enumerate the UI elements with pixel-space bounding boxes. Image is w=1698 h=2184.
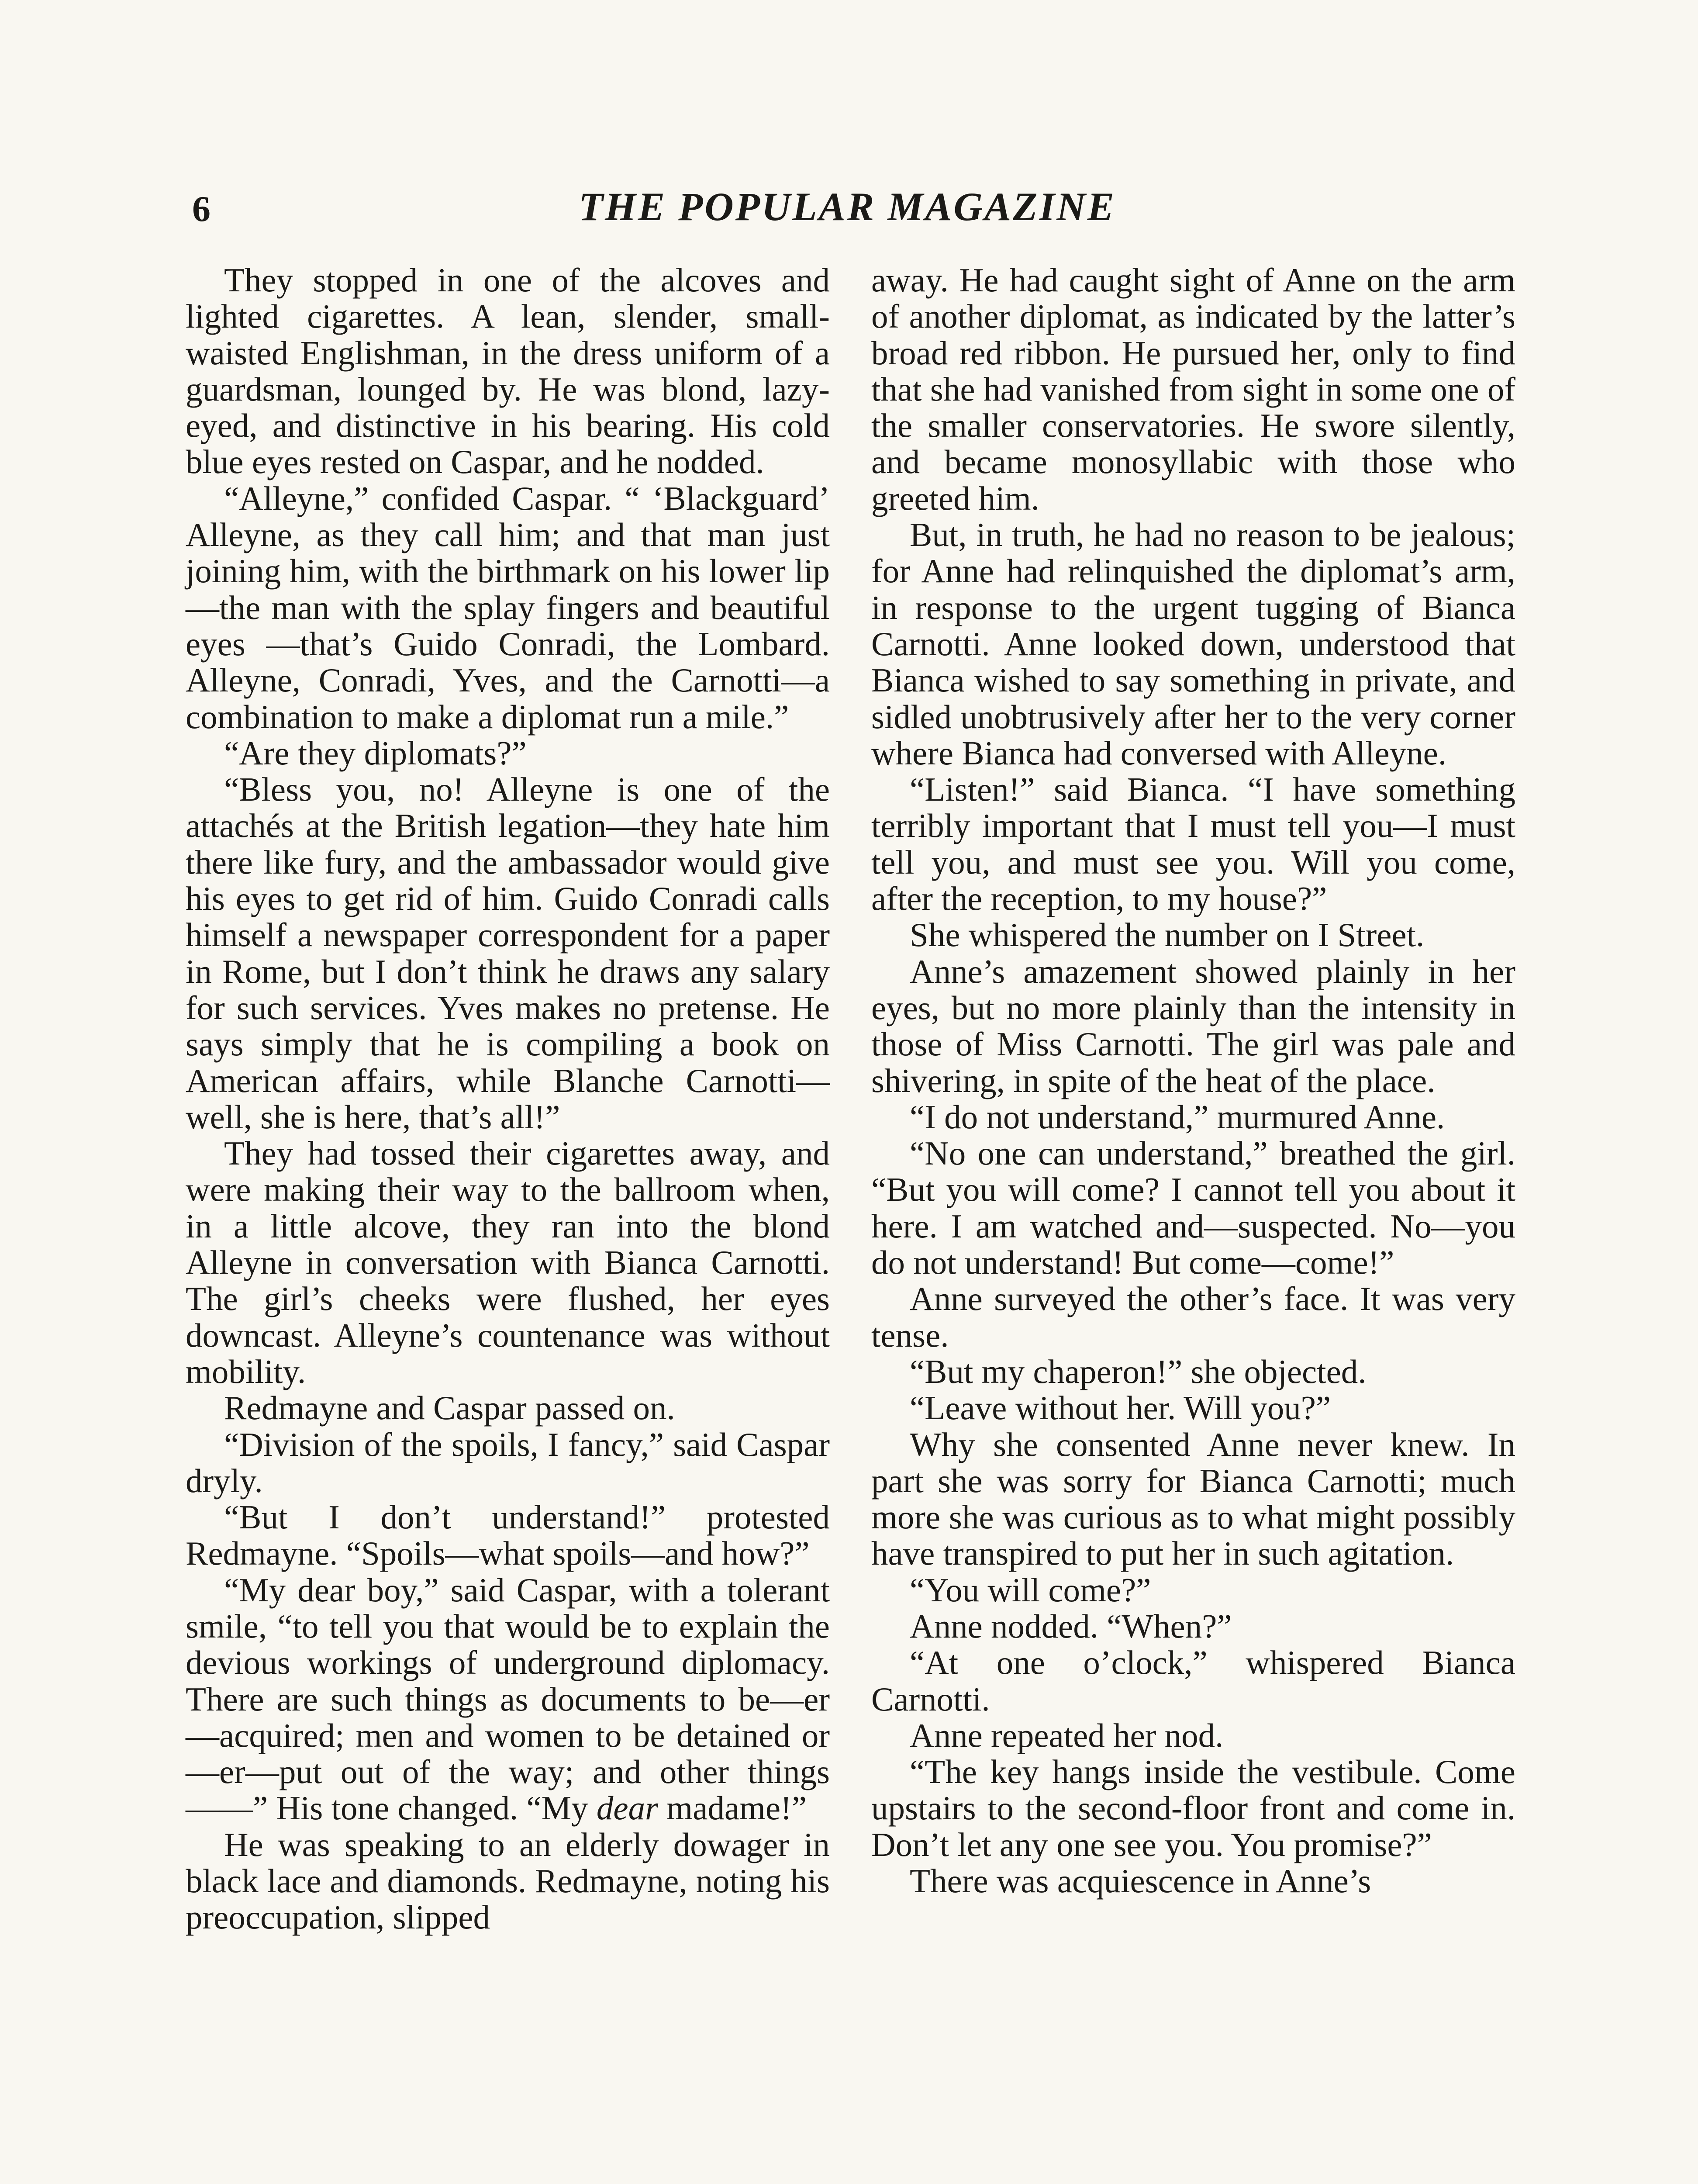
paragraph — [871, 1427, 1515, 1572]
paragraph-text: Redmayne and Caspar passed on. — [224, 1389, 675, 1427]
paragraph-text: away. He had caught sight of Anne on the arm of another diplomat, as indicated by the latter’s broad red ribbon. He pursued her, only to find that she had vanished from sight in some one of the smaller conservatories. He swore silently, and became monosyllabic with those who greeted him. — [871, 261, 1515, 517]
paragraph — [186, 1572, 830, 1827]
paragraph — [871, 1608, 1515, 1645]
paragraph — [871, 1135, 1515, 1281]
paragraph — [186, 262, 830, 480]
paragraph-text: “The key hangs inside the vestibule. Come upstairs to the second-floor front and come in. Don’t let any one see you. You promise?” — [871, 1753, 1515, 1863]
paragraph — [871, 517, 1515, 771]
paragraph — [871, 954, 1515, 1099]
paragraph-text: “At one o’clock,” whispered Bianca Carnotti. — [871, 1644, 1515, 1718]
paragraph-text: “Alleyne,” confided Caspar. “ ‘Blackguard’ Alleyne, as they call him; and that man just joining him, with the birthmark on his lower lip—the man with the splay fingers and beautiful eyes —that’s Guido Conradi, the Lombard. Alleyne, Conradi, Yves, and the Carnotti—a combination to make a diplomat run a mile.” — [186, 479, 830, 736]
paragraph-text: madame!” — [658, 1789, 807, 1827]
paragraph-text: Anne nodded. “When?” — [910, 1607, 1232, 1645]
right-text-column — [871, 262, 1515, 1899]
paragraph-text: Anne’s amazement showed plainly in her eyes, but no more plainly than the intensity in those of Miss Carnotti. The girl was pale and shivering, in spite of the heat of the place. — [871, 952, 1515, 1099]
paragraph-text: They had tossed their cigarettes away, and were making their way to the ballroom when, in a little alcove, they ran into the blond Alleyne in conversation with Bianca Carnotti. The girl’s cheeks were flushed, her eyes downcast. Alleyne’s countenance was without mobility. — [186, 1134, 830, 1390]
paragraph-text: They stopped in one of the alcoves and lighted cigarettes. A lean, slender, small-waisted Englishman, in the dress uniform of a guardsman, lounged by. He was blond, lazy-eyed, and distinctive in his bearing. His cold blue eyes rested on Caspar, and he nodded. — [186, 261, 830, 481]
paragraph — [871, 1281, 1515, 1354]
paragraph — [186, 735, 830, 771]
paragraph — [871, 1572, 1515, 1608]
paragraph — [871, 1863, 1515, 1899]
paragraph-text: Anne surveyed the other’s face. It was very tense. — [871, 1280, 1515, 1354]
paragraph — [871, 917, 1515, 953]
paragraph-text: He was speaking to an elderly dowager in black lace and diamonds. Redmayne, noting his preoccupation, slipped — [186, 1825, 830, 1936]
paragraph-text: Why she consented Anne never knew. In part she was sorry for Bianca Carnotti; much more she was curious as to what might possibly have transpired to put her in such agitation. — [871, 1425, 1515, 1572]
left-text-column — [186, 262, 830, 1936]
paragraph-text: Anne repeated her nod. — [910, 1716, 1224, 1754]
paragraph — [186, 771, 830, 1135]
paragraph — [186, 1427, 830, 1500]
paragraph-text: “Are they diplomats?” — [224, 734, 527, 772]
paragraph-text: “My dear boy,” said Caspar, with a tolerant smile, “to tell you that would be to explain the devious workings of underground diplomacy. There are such things as documents to be—er—acquired; men and women to be detained or—er—put out of the way; and other things——” His tone changed. “My — [186, 1571, 830, 1827]
paragraph — [186, 1135, 830, 1390]
paragraph-text: “Leave without her. Will you?” — [910, 1389, 1331, 1427]
paragraph — [871, 1754, 1515, 1863]
paragraph-text: “Division of the spoils, I fancy,” said Caspar dryly. — [186, 1425, 830, 1500]
paragraph — [871, 1717, 1515, 1754]
paragraph-text: “But I don’t understand!” protested Redmayne. “Spoils—what spoils—and how?” — [186, 1498, 830, 1572]
paragraph-text: There was acquiescence in Anne’s — [910, 1862, 1371, 1900]
paragraph — [186, 480, 830, 735]
paragraph — [871, 262, 1515, 517]
paragraph-text: “Bless you, no! Alleyne is one of the attachés at the British legation—they hate him there like fury, and the ambassador would give his eyes to get rid of him. Guido Conradi calls himself a newspaper correspondent for a paper in Rome, but I don’t think he draws any salary for such services. Yves makes no pretense. He says simply that he is compiling a book on American affairs, while Blanche Carnotti—well, she is here, that’s all!” — [186, 771, 830, 1136]
paragraph — [871, 1390, 1515, 1426]
paragraph-text: “But my chaperon!” she objected. — [910, 1352, 1367, 1390]
paragraph-text: “You will come?” — [910, 1571, 1151, 1609]
paragraph-text: “I do not understand,” murmured Anne. — [910, 1098, 1445, 1136]
paragraph-text: “No one can understand,” breathed the girl. “But you will come? I cannot tell you about it here. I am watched and—suspected. No—you do not understand! But come—come!” — [871, 1134, 1515, 1282]
paragraph — [186, 1390, 830, 1426]
page-number: 6 — [192, 189, 211, 229]
paragraph-text: “Listen!” said Bianca. “I have something terribly important that I must tell you—I must tell you, and must see you. Will you come, after the reception, to my house?” — [871, 771, 1515, 918]
paragraph-text: She whispered the number on I Street. — [910, 916, 1425, 954]
paragraph — [871, 771, 1515, 917]
paragraph — [871, 1354, 1515, 1390]
magazine-title: THE POPULAR MAGAZINE — [578, 184, 1116, 229]
paragraph — [186, 1499, 830, 1572]
paragraph — [871, 1099, 1515, 1135]
paragraph-text: But, in truth, he had no reason to be jealous; for Anne had relinquished the diplomat’s arm, in response to the urgent tugging of Bianca Carnotti. Anne looked down, understood that Bianca wished to say something in private, and sidled unobtrusively after her to the very corner where Bianca had conversed with Alleyne. — [871, 516, 1515, 772]
page-header — [183, 183, 1511, 236]
paragraph — [186, 1827, 830, 1936]
italic-text: dear — [596, 1789, 659, 1827]
paragraph — [871, 1645, 1515, 1717]
